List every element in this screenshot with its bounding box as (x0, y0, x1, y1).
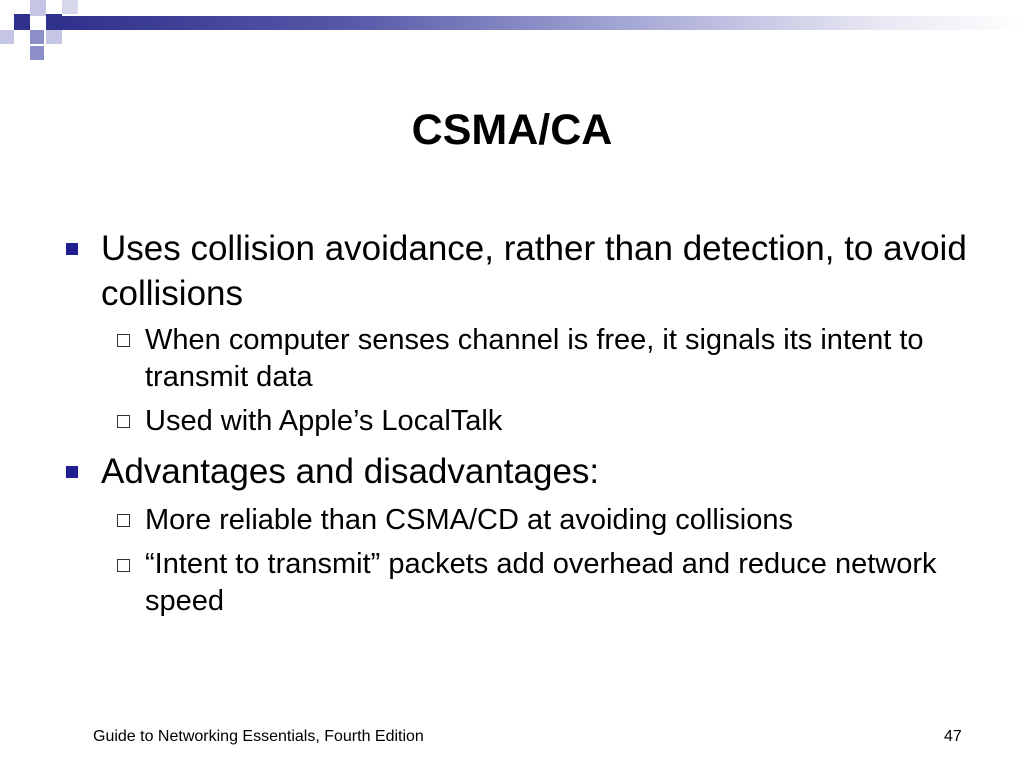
header-square (14, 14, 30, 30)
sub-bullet-box-icon (117, 514, 130, 527)
sub-bullet-text: More reliable than CSMA/CD at avoiding collisions (145, 504, 793, 536)
sub-bullet-text: When computer senses channel is free, it signals its intent to transmit data (145, 324, 924, 393)
header-square (30, 46, 44, 60)
header-square (30, 0, 46, 16)
bullet-text: Advantages and disadvantages: (101, 452, 600, 491)
header-square (0, 30, 14, 44)
sub-bullet-box-icon (117, 334, 130, 347)
sub-bullet-box-icon (117, 415, 130, 428)
sub-bullet-text: “Intent to transmit” packets add overhead and reduce network speed (145, 548, 937, 617)
bullet-square-icon (66, 466, 78, 478)
bullet-text: Uses collision avoidance, rather than detection, to avoid collisions (101, 229, 967, 313)
footer-text: Guide to Networking Essentials, Fourth Edition (93, 728, 424, 745)
slide-title: CSMA/CA (411, 106, 613, 154)
header-square (62, 0, 78, 14)
header-square (30, 30, 44, 44)
sub-bullet-box-icon (117, 559, 130, 572)
bullet-square-icon (66, 243, 78, 255)
page-number: 47 (944, 728, 962, 745)
header-gradient-bar (62, 16, 1024, 30)
header-square (46, 30, 62, 44)
header-square (46, 14, 62, 30)
sub-bullet-text: Used with Apple’s LocalTalk (145, 405, 503, 437)
